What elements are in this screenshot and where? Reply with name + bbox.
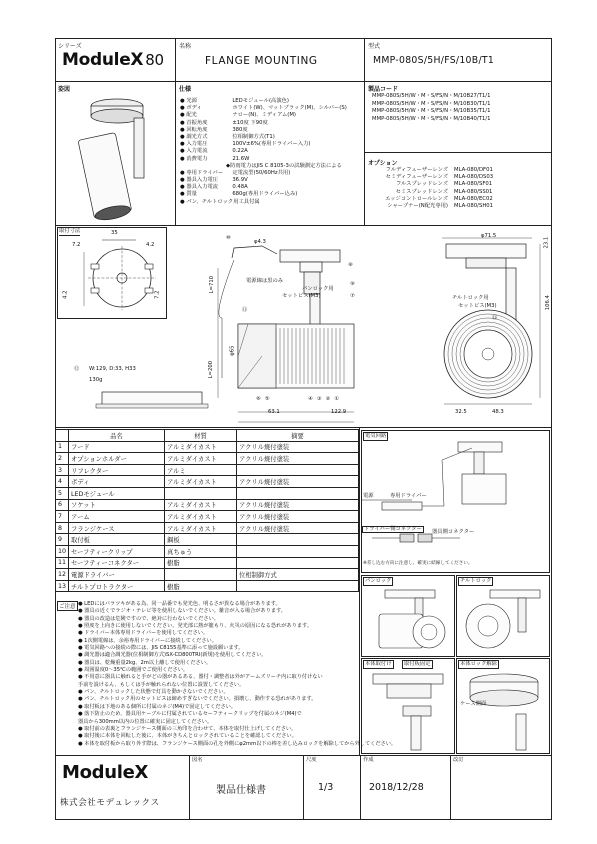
revision-label: 改訂 — [453, 757, 464, 763]
table-row: 5 LEDモジュール — [56, 487, 359, 499]
spec-list — [180, 99, 362, 207]
spec-row: ● 回転角度 380度 — [180, 126, 248, 133]
label-circle-11: ⑪ — [242, 307, 248, 313]
dim-32-5: 32.5 — [455, 409, 467, 415]
note-line: ● 取付後に本体を回転した後に、本体がきちんとロックされていることを確認してください。 — [78, 733, 297, 740]
table-row: 3 リフレクター アルミ — [56, 464, 359, 476]
product-code: MMP-080S/5H/W・M・S/FS/N・M/10B35/T1/1 — [372, 108, 491, 114]
note-line: ● 取付板は下地のある個所に付属のネジ(M4)で固定してください。 — [78, 703, 237, 710]
note-line: ● 照度を上向きに使用しないでください。発光部に熱が籠もり、火災の原因になる恐れがあります。 — [78, 623, 313, 630]
dim-l-710: L=710 — [209, 275, 216, 294]
footer-brand-logo: ModuleX — [62, 762, 149, 783]
dim-48-3: 48.3 — [492, 409, 504, 415]
option-row: フルスプレッドレンズ MLA-080/SF01 — [395, 181, 493, 188]
option-row: シャープナー(N配光専用) MLA-080/SH01 — [387, 203, 494, 210]
note-line: ● パン、チルトロックした状態で灯具を動かさないでください。 — [78, 689, 229, 696]
dim-4-2-top: 4.2 — [146, 242, 155, 248]
tilt-lock-label: チルトロック — [458, 577, 493, 586]
dim-7-2-right: 7.2 — [154, 290, 161, 299]
note-line: ● 落下防止のため、器具用ケーブルに付属されているセーフティークリップを付属のネジ(M4)で — [78, 711, 302, 718]
part-callouts-row: ⑥⑤ — [256, 396, 274, 402]
notes-label: ご注意 — [57, 601, 78, 611]
connector-label: ドライバー側コネクター — [364, 526, 422, 532]
parts-header-row — [56, 430, 359, 442]
brand-logo: ModulеX 80 — [62, 50, 164, 70]
created-date: 2018/12/28 — [369, 782, 424, 793]
dim-phi-65: φ65 — [229, 345, 236, 356]
fixture-perspective-illustration — [62, 92, 172, 222]
case-side-label: ケース側面 — [460, 701, 487, 707]
dim-4-2-left: 4.2 — [62, 290, 69, 299]
header-name: 品名 — [69, 430, 165, 442]
spec-label: 仕様 — [179, 86, 192, 93]
table-row: 7 アーム アルミダイカスト アクリル焼付塗装 — [56, 511, 359, 523]
rule — [364, 152, 552, 153]
header-finish: 摘要 — [237, 430, 359, 442]
table-row: 9 取付板 鋼板 — [56, 534, 359, 546]
parts-table — [55, 429, 359, 592]
note-line: 手前を設けるん、もしくは手が触れられない位置に設置してください。 — [78, 681, 245, 688]
label-circle-12: ⑫ — [74, 366, 80, 372]
body-unlock-illustration — [460, 670, 548, 752]
note-line: ● LEDにはバラツキがある為、同一品番でも発光色、明るさが異なる場合があります。 — [78, 601, 281, 607]
drawing-label: 図名 — [192, 757, 203, 763]
label-circle-7: ⑦ — [350, 293, 355, 299]
circuit-source: 電源 — [363, 493, 374, 499]
option-row: フルディフューザーレンズ MLA-080/DF01 — [385, 167, 493, 173]
product-code-label: 製品コード — [368, 86, 399, 93]
tilt-lock-illustration — [460, 586, 548, 654]
fixture-section-drawing — [62, 228, 358, 424]
label-circle-8: ⑧ — [348, 262, 353, 268]
table-row: 10 セーフティークリップ 真ちゅう — [56, 545, 359, 557]
note-tilt-lock: チルトロック用 — [452, 295, 489, 301]
table-row: 6 ソケット アルミダイカスト アクリル焼付塗装 — [56, 499, 359, 511]
spec-row: ● パン、チルトロック用工具付属 — [180, 198, 260, 205]
label-circle-13: ⑬ — [492, 315, 498, 321]
body-unlock-label: 本体ロック解除 — [458, 660, 499, 669]
table-row: 2 オプションホルダー アルミダイカスト アクリル焼付塗装 — [56, 453, 359, 465]
mount-plate-label: 取付板固定 — [402, 660, 433, 669]
note-line: ● 取付前の表裏とフランジケース側面の三角印を合わせて、本体を取付仕上げしてください。 — [78, 725, 297, 732]
scale-value: 1/3 — [318, 782, 334, 793]
body-mount-illustration — [365, 670, 453, 752]
spec-note: ◆防雨電力はJIS C 8105-3の試験測定方法による — [226, 162, 342, 169]
drawing-name: 製品仕様書 — [216, 785, 266, 796]
label-circle-9: ⑨ — [350, 281, 355, 287]
rule — [55, 225, 552, 226]
table-row: 4 ボディ アルミダイカスト アクリル焼付塗装 — [56, 476, 359, 488]
spec-row: ● 消費電力 21.6W — [180, 155, 250, 162]
note-line: ● 調光器は適合調光器(位相制御方式)SX-CD800TRI(新規)を使用してください。 — [78, 652, 267, 659]
note-tilt-screw: セットビス(M3) — [458, 303, 497, 309]
note-cord: 電源線は黒のみ — [246, 278, 284, 284]
series-label: シリーズ — [58, 43, 82, 50]
product-code-list — [372, 93, 490, 123]
note-line: ● パン、チルトロック用のセットビスは締めすぎないでください。損壊し、動作する恐れがあります。 — [78, 696, 317, 703]
spec-row: ● 光源 LEDモジュール(高演色) — [180, 98, 289, 104]
dim-phi-71-5: φ71.5 — [481, 233, 497, 239]
driver-mass: 130g — [89, 377, 103, 383]
note-line: ● 不用意に器具に触れると手がどの器があるある、器付・調整者は外がアームズリーチ内に取り付けない — [78, 674, 323, 681]
dim-23-1: 23.1 — [543, 236, 550, 249]
table-row: 12 電源ドライバー 位相制御方式 — [56, 569, 359, 581]
rule — [175, 38, 176, 81]
table-row: 1 フード アルミダイカスト アクリル焼付塗装 — [56, 441, 359, 453]
product-code: MMP-080S/5H/W・M・S/FS/N・M/10B30/T1/1 — [372, 100, 491, 107]
label-circle-10: ⑩ — [226, 235, 231, 241]
spec-row: ● 質量 680g(専用ドライバー込み) — [180, 191, 298, 198]
rule — [55, 427, 552, 428]
spec-row: ● 入力電流 0.22A — [180, 148, 248, 155]
pan-lock-illustration — [365, 586, 453, 654]
pan-lock-label: パンロック — [363, 577, 393, 586]
note-line: ● ドライバー本体専用ドライバーを使用してください。 — [78, 630, 209, 637]
scale-label: 尺度 — [306, 757, 317, 763]
rule — [303, 755, 304, 820]
header-material: 材質 — [165, 430, 237, 442]
note-line: ● 器具は、乾燥重量2kg、2m以上離して使用ください。 — [78, 659, 212, 666]
table-row: 13 チルトプロトラクター 樹脂 — [56, 580, 359, 592]
note-line: ● 周囲温度0〜35℃の範囲でご使用ください。 — [78, 667, 189, 674]
option-row: セミスプレッドレンズ MLA-080/SS01 — [395, 188, 493, 195]
table-row: 11 セーフティーコネクター 樹脂 — [56, 557, 359, 569]
dim-l-200: L=200 — [208, 360, 215, 379]
spec-row: ● 器具入力電圧 36.9V — [180, 177, 248, 184]
note-line: ● 電気回路への接続の際には、JIS C8155基準に添って施設願います。 — [78, 645, 244, 652]
circuit-driver: 専用ドライバー — [390, 493, 427, 499]
spec-row: ● ボディ ホワイト(W)、マットブラック(M)、シルバー(S) — [180, 105, 347, 112]
rule — [360, 755, 361, 820]
driver-dimensions: W:129, D:33, H33 — [89, 366, 136, 372]
spec-row: ● 器具入力電流 0.48A — [180, 184, 248, 191]
product-code: MMP-080S/5H/W・M・S/FS/N・M/10B40/T1/1 — [372, 115, 491, 122]
fixture-front-drawing — [432, 232, 550, 410]
option-row: セミディフューザーレンズ MLA-080/DS03 — [385, 174, 494, 181]
note-line: 器具から300mm以内の位置に確実に固定してください。 — [78, 718, 213, 725]
option-label: オプション — [368, 160, 398, 167]
spec-row: ● 配光 ナロー(N)、ミディアム(M) — [180, 112, 296, 119]
note-pan-lock: パンロック用 — [302, 286, 334, 292]
model-number: MMP-080S/5H/FS/10B/T1 — [373, 55, 495, 66]
company-name: 株式会社モデュレックス — [60, 798, 160, 808]
note-line: ● 1次側電線は、余裕専用ドライバーに接続してください。 — [78, 637, 217, 644]
rule — [364, 38, 365, 81]
option-row: エッジコントロールレンズ MLA-080/EC02 — [385, 195, 493, 202]
dim-106-4: 106.4 — [544, 295, 551, 311]
rule — [175, 81, 176, 225]
dim-63-1: 63.1 — [268, 409, 280, 415]
table-row: 8 フランジケース アルミダイカスト アクリル焼付塗装 — [56, 522, 359, 534]
dim-phi-4-3: φ4.3 — [254, 239, 266, 245]
spec-row: ● 調光方式 位相制御方式(T1) — [180, 133, 275, 140]
option-list — [368, 167, 493, 210]
note-line: ● 本体を取付板から取り外す際は、フランジケース側面の孔を外側にφ2mm以下の棒を差し込みロックを解除してから外してください。 — [78, 740, 397, 747]
mount-dims-label: 取付寸法 — [59, 229, 80, 236]
figure-label: 姿図 — [58, 86, 71, 93]
product-name: FLANGE MOUNTING — [205, 55, 318, 67]
circuit-diagram — [362, 440, 550, 572]
connector-fixture: 器具側コネクター — [432, 529, 475, 535]
rule — [55, 81, 552, 82]
note-line: ● 器具の改造は危険ですので、絶対に行わないでください。 — [78, 615, 219, 622]
body-mount-label: 本体取付け — [363, 660, 394, 669]
created-label: 作成 — [363, 757, 374, 763]
rule — [359, 427, 360, 755]
rule — [364, 81, 365, 225]
circuit-label: 電気回路 — [363, 432, 388, 441]
spec-row: ● 入力電圧 100V±6%(専用ドライバー入力) — [180, 141, 311, 148]
dim-122-9: 122.9 — [331, 409, 347, 415]
rule — [189, 755, 190, 820]
connector-note: ※差し込む方向に注意し、確実に結線してください。 — [363, 561, 473, 566]
rule — [450, 755, 451, 820]
note-pan-screw: セットビス(M3) — [282, 293, 321, 299]
name-label: 名称 — [179, 43, 192, 50]
dim-7-2-top: 7.2 — [72, 242, 81, 248]
dim-35: 35 — [111, 230, 118, 236]
product-code: MMP-080S/5H/W・M・S/FS/N・M/10B27/T1/1 — [372, 93, 491, 99]
part-callouts-row: ④③②① — [308, 396, 343, 402]
model-label: 型式 — [368, 43, 381, 50]
spec-row: ● 専用ドライバー 定電流型(50/60Hz共用) — [180, 169, 291, 176]
note-line: ● 器具の近くでラジオ・テレビ等を使用しないでください。雑音が入る場合があります。 — [78, 608, 286, 615]
spec-row: ● 首振角度 ±10度 下90度 — [180, 119, 268, 126]
